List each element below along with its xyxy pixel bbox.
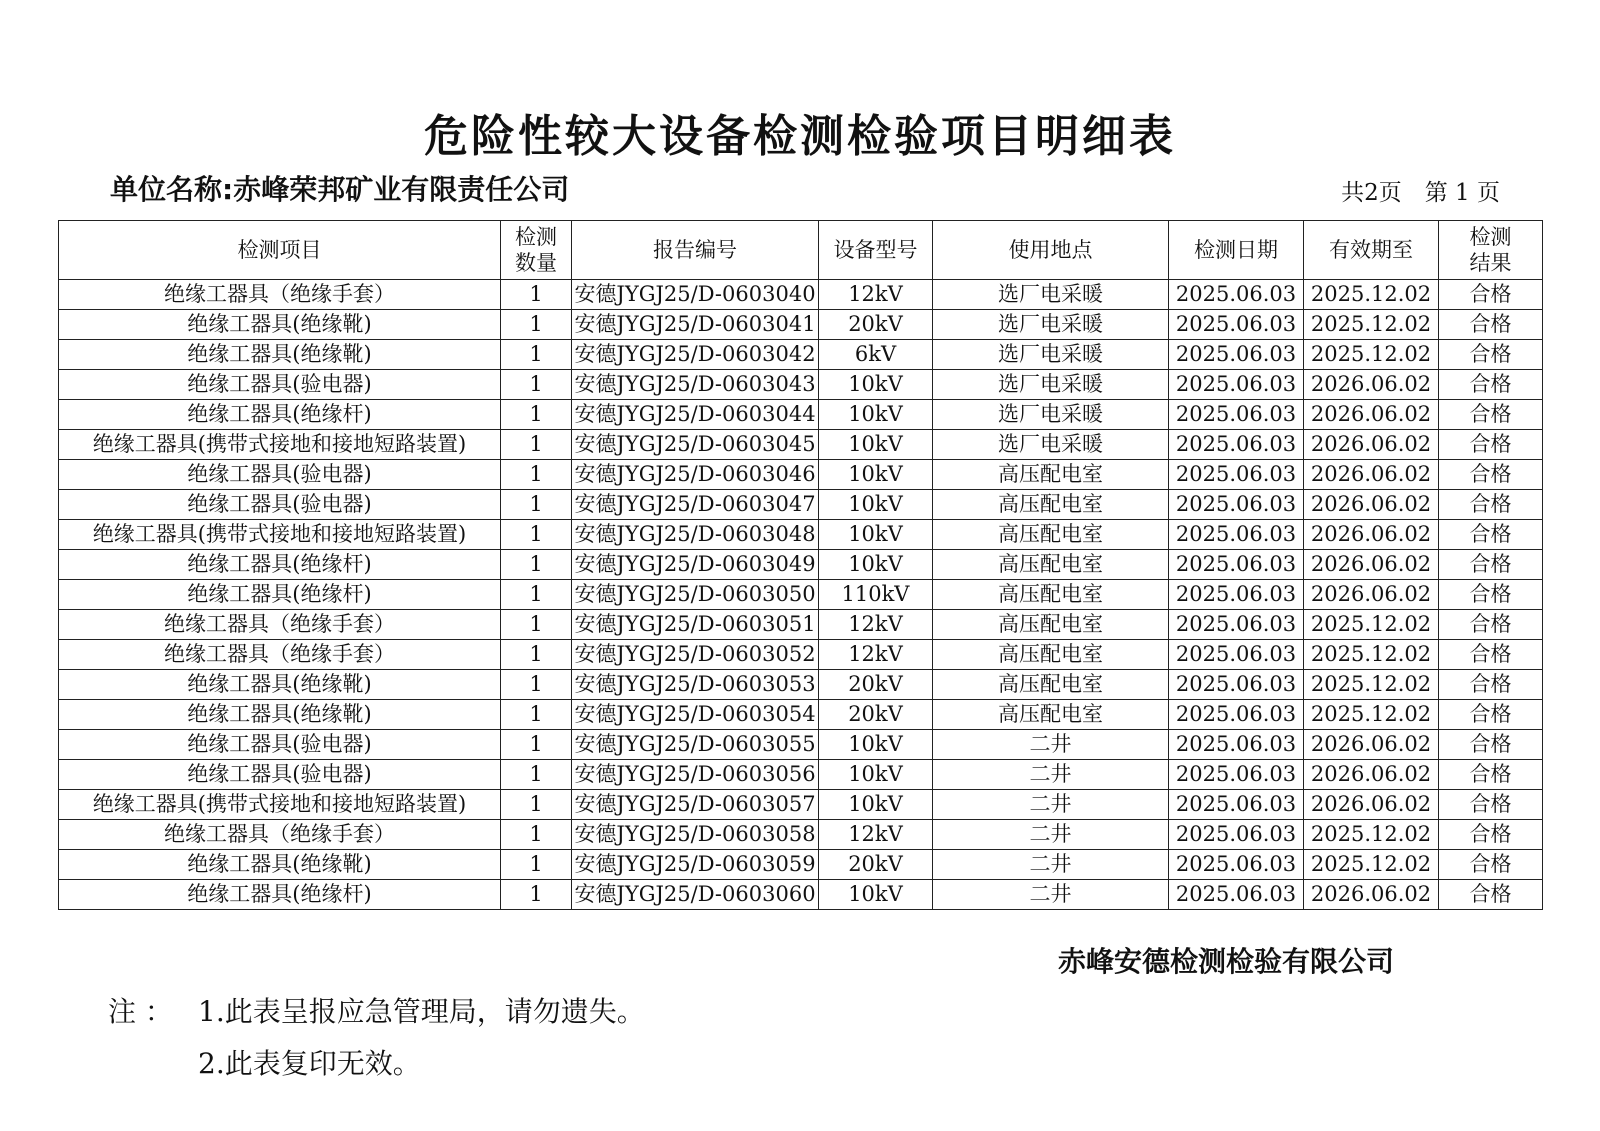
cell-item: 绝缘工器具(验电器) — [59, 490, 501, 520]
cell-valid-until: 2026.06.02 — [1304, 760, 1439, 790]
header-model: 设备型号 — [819, 221, 933, 280]
cell-quantity: 1 — [501, 400, 572, 430]
cell-item: 绝缘工器具(绝缘杆) — [59, 580, 501, 610]
cell-test-date: 2025.06.03 — [1169, 850, 1304, 880]
cell-valid-until: 2025.12.02 — [1304, 850, 1439, 880]
cell-item: 绝缘工器具（绝缘手套） — [59, 820, 501, 850]
cell-report-no: 安德JYGJ25/D-0603060 — [572, 880, 819, 910]
cell-valid-until: 2026.06.02 — [1304, 550, 1439, 580]
table-row — [59, 550, 1543, 580]
cell-test-date: 2025.06.03 — [1169, 820, 1304, 850]
table-row — [59, 670, 1543, 700]
header-report-no: 报告编号 — [572, 221, 819, 280]
cell-quantity: 1 — [501, 880, 572, 910]
cell-item: 绝缘工器具(绝缘靴) — [59, 340, 501, 370]
cell-test-date: 2025.06.03 — [1169, 610, 1304, 640]
cell-result: 合格 — [1439, 760, 1543, 790]
cell-model: 6kV — [819, 340, 933, 370]
cell-model: 10kV — [819, 430, 933, 460]
cell-model: 10kV — [819, 460, 933, 490]
cell-location: 高压配电室 — [933, 490, 1169, 520]
cell-valid-until: 2026.06.02 — [1304, 400, 1439, 430]
cell-quantity: 1 — [501, 640, 572, 670]
cell-valid-until: 2025.12.02 — [1304, 820, 1439, 850]
table-row — [59, 700, 1543, 730]
cell-valid-until: 2026.06.02 — [1304, 790, 1439, 820]
cell-result: 合格 — [1439, 820, 1543, 850]
cell-location: 二井 — [933, 850, 1169, 880]
cell-report-no: 安德JYGJ25/D-0603043 — [572, 370, 819, 400]
cell-model: 20kV — [819, 700, 933, 730]
cell-test-date: 2025.06.03 — [1169, 760, 1304, 790]
cell-location: 选厂电采暖 — [933, 280, 1169, 310]
cell-location: 二井 — [933, 730, 1169, 760]
cell-item: 绝缘工器具(绝缘杆) — [59, 550, 501, 580]
cell-result: 合格 — [1439, 670, 1543, 700]
cell-location: 高压配电室 — [933, 640, 1169, 670]
cell-result: 合格 — [1439, 340, 1543, 370]
table-row — [59, 400, 1543, 430]
cell-result: 合格 — [1439, 700, 1543, 730]
cell-location: 选厂电采暖 — [933, 370, 1169, 400]
cell-quantity: 1 — [501, 820, 572, 850]
cell-report-no: 安德JYGJ25/D-0603045 — [572, 430, 819, 460]
cell-test-date: 2025.06.03 — [1169, 730, 1304, 760]
cell-valid-until: 2025.12.02 — [1304, 670, 1439, 700]
cell-location: 选厂电采暖 — [933, 340, 1169, 370]
cell-model: 10kV — [819, 490, 933, 520]
cell-model: 20kV — [819, 310, 933, 340]
cell-test-date: 2025.06.03 — [1169, 280, 1304, 310]
cell-valid-until: 2025.12.02 — [1304, 310, 1439, 340]
cell-test-date: 2025.06.03 — [1169, 580, 1304, 610]
cell-test-date: 2025.06.03 — [1169, 700, 1304, 730]
cell-test-date: 2025.06.03 — [1169, 460, 1304, 490]
cell-item: 绝缘工器具(验电器) — [59, 460, 501, 490]
cell-report-no: 安德JYGJ25/D-0603049 — [572, 550, 819, 580]
cell-test-date: 2025.06.03 — [1169, 550, 1304, 580]
note-label: 注 ： — [108, 995, 173, 1028]
cell-location: 高压配电室 — [933, 520, 1169, 550]
cell-report-no: 安德JYGJ25/D-0603041 — [572, 310, 819, 340]
cell-report-no: 安德JYGJ25/D-0603053 — [572, 670, 819, 700]
cell-item: 绝缘工器具(验电器) — [59, 370, 501, 400]
cell-model: 10kV — [819, 550, 933, 580]
cell-test-date: 2025.06.03 — [1169, 640, 1304, 670]
cell-valid-until: 2026.06.02 — [1304, 460, 1439, 490]
cell-item: 绝缘工器具(绝缘靴) — [59, 850, 501, 880]
cell-result: 合格 — [1439, 550, 1543, 580]
cell-model: 20kV — [819, 670, 933, 700]
cell-model: 10kV — [819, 370, 933, 400]
cell-result: 合格 — [1439, 730, 1543, 760]
cell-quantity: 1 — [501, 580, 572, 610]
cell-quantity: 1 — [501, 310, 572, 340]
cell-model: 12kV — [819, 610, 933, 640]
table-row — [59, 880, 1543, 910]
cell-model: 10kV — [819, 790, 933, 820]
cell-result: 合格 — [1439, 850, 1543, 880]
cell-quantity: 1 — [501, 340, 572, 370]
cell-location: 高压配电室 — [933, 700, 1169, 730]
cell-item: 绝缘工器具(绝缘杆) — [59, 400, 501, 430]
header-item: 检测项目 — [59, 221, 501, 280]
cell-test-date: 2025.06.03 — [1169, 370, 1304, 400]
cell-test-date: 2025.06.03 — [1169, 670, 1304, 700]
cell-valid-until: 2025.12.02 — [1304, 280, 1439, 310]
note-1: 1.此表呈报应急管理局，请勿遗失。 — [198, 995, 645, 1028]
cell-result: 合格 — [1439, 430, 1543, 460]
cell-result: 合格 — [1439, 880, 1543, 910]
unit-name: 单位名称:赤峰荣邦矿业有限责任公司 — [110, 173, 570, 206]
cell-report-no: 安德JYGJ25/D-0603055 — [572, 730, 819, 760]
cell-result: 合格 — [1439, 280, 1543, 310]
cell-test-date: 2025.06.03 — [1169, 430, 1304, 460]
cell-report-no: 安德JYGJ25/D-0603056 — [572, 760, 819, 790]
table-row — [59, 490, 1543, 520]
cell-item: 绝缘工器具(携带式接地和接地短路装置) — [59, 790, 501, 820]
cell-quantity: 1 — [501, 760, 572, 790]
cell-valid-until: 2026.06.02 — [1304, 880, 1439, 910]
cell-test-date: 2025.06.03 — [1169, 520, 1304, 550]
cell-quantity: 1 — [501, 490, 572, 520]
cell-location: 二井 — [933, 760, 1169, 790]
cell-item: 绝缘工器具(验电器) — [59, 730, 501, 760]
cell-report-no: 安德JYGJ25/D-0603050 — [572, 580, 819, 610]
table-row — [59, 760, 1543, 790]
cell-quantity: 1 — [501, 790, 572, 820]
cell-valid-until: 2025.12.02 — [1304, 610, 1439, 640]
cell-quantity: 1 — [501, 370, 572, 400]
table-row — [59, 790, 1543, 820]
header-result: 检测 结果 — [1439, 221, 1543, 280]
cell-item: 绝缘工器具(绝缘杆) — [59, 880, 501, 910]
cell-result: 合格 — [1439, 460, 1543, 490]
page-title: 危险性较大设备检测检验项目明细表 — [424, 111, 1176, 162]
table-row — [59, 820, 1543, 850]
cell-report-no: 安德JYGJ25/D-0603047 — [572, 490, 819, 520]
table-row — [59, 460, 1543, 490]
header-test-date: 检测日期 — [1169, 221, 1304, 280]
cell-location: 二井 — [933, 880, 1169, 910]
cell-model: 10kV — [819, 730, 933, 760]
table-row — [59, 850, 1543, 880]
header-quantity: 检测 数量 — [501, 221, 572, 280]
cell-report-no: 安德JYGJ25/D-0603040 — [572, 280, 819, 310]
cell-quantity: 1 — [501, 730, 572, 760]
cell-report-no: 安德JYGJ25/D-0603052 — [572, 640, 819, 670]
cell-location: 高压配电室 — [933, 670, 1169, 700]
cell-location: 高压配电室 — [933, 460, 1169, 490]
table-row — [59, 520, 1543, 550]
cell-test-date: 2025.06.03 — [1169, 310, 1304, 340]
cell-result: 合格 — [1439, 520, 1543, 550]
cell-quantity: 1 — [501, 460, 572, 490]
cell-result: 合格 — [1439, 790, 1543, 820]
cell-item: 绝缘工器具（绝缘手套） — [59, 640, 501, 670]
cell-model: 12kV — [819, 280, 933, 310]
cell-location: 选厂电采暖 — [933, 400, 1169, 430]
cell-test-date: 2025.06.03 — [1169, 400, 1304, 430]
company-name: 赤峰安德检测检验有限公司 — [1058, 945, 1395, 978]
cell-result: 合格 — [1439, 640, 1543, 670]
cell-report-no: 安德JYGJ25/D-0603058 — [572, 820, 819, 850]
cell-location: 二井 — [933, 790, 1169, 820]
cell-quantity: 1 — [501, 610, 572, 640]
cell-report-no: 安德JYGJ25/D-0603042 — [572, 340, 819, 370]
cell-result: 合格 — [1439, 400, 1543, 430]
cell-result: 合格 — [1439, 370, 1543, 400]
cell-quantity: 1 — [501, 520, 572, 550]
cell-quantity: 1 — [501, 670, 572, 700]
cell-valid-until: 2026.06.02 — [1304, 520, 1439, 550]
cell-model: 12kV — [819, 820, 933, 850]
cell-item: 绝缘工器具（绝缘手套） — [59, 280, 501, 310]
cell-item: 绝缘工器具(携带式接地和接地短路装置) — [59, 430, 501, 460]
cell-report-no: 安德JYGJ25/D-0603044 — [572, 400, 819, 430]
cell-quantity: 1 — [501, 700, 572, 730]
cell-valid-until: 2025.12.02 — [1304, 340, 1439, 370]
cell-model: 10kV — [819, 880, 933, 910]
table-row — [59, 640, 1543, 670]
cell-location: 高压配电室 — [933, 580, 1169, 610]
cell-model: 10kV — [819, 520, 933, 550]
cell-result: 合格 — [1439, 310, 1543, 340]
page-info: 共2页 第 1 页 — [1341, 180, 1500, 206]
cell-model: 10kV — [819, 400, 933, 430]
cell-model: 20kV — [819, 850, 933, 880]
cell-valid-until: 2026.06.02 — [1304, 370, 1439, 400]
cell-valid-until: 2025.12.02 — [1304, 700, 1439, 730]
table-row — [59, 430, 1543, 460]
cell-valid-until: 2026.06.02 — [1304, 490, 1439, 520]
cell-report-no: 安德JYGJ25/D-0603057 — [572, 790, 819, 820]
header-valid-until: 有效期至 — [1304, 221, 1439, 280]
cell-report-no: 安德JYGJ25/D-0603046 — [572, 460, 819, 490]
cell-result: 合格 — [1439, 610, 1543, 640]
cell-test-date: 2025.06.03 — [1169, 790, 1304, 820]
cell-test-date: 2025.06.03 — [1169, 490, 1304, 520]
cell-item: 绝缘工器具（绝缘手套） — [59, 610, 501, 640]
cell-location: 选厂电采暖 — [933, 310, 1169, 340]
cell-result: 合格 — [1439, 580, 1543, 610]
cell-valid-until: 2025.12.02 — [1304, 640, 1439, 670]
cell-report-no: 安德JYGJ25/D-0603059 — [572, 850, 819, 880]
cell-location: 选厂电采暖 — [933, 430, 1169, 460]
note-2: 2.此表复印无效。 — [198, 1047, 421, 1080]
cell-item: 绝缘工器具(绝缘靴) — [59, 700, 501, 730]
cell-model: 12kV — [819, 640, 933, 670]
cell-quantity: 1 — [501, 430, 572, 460]
cell-valid-until: 2026.06.02 — [1304, 730, 1439, 760]
cell-test-date: 2025.06.03 — [1169, 880, 1304, 910]
cell-result: 合格 — [1439, 490, 1543, 520]
cell-test-date: 2025.06.03 — [1169, 340, 1304, 370]
cell-model: 10kV — [819, 760, 933, 790]
cell-location: 高压配电室 — [933, 550, 1169, 580]
cell-model: 110kV — [819, 580, 933, 610]
header-location: 使用地点 — [933, 221, 1169, 280]
table-row — [59, 310, 1543, 340]
cell-item: 绝缘工器具(携带式接地和接地短路装置) — [59, 520, 501, 550]
table-row — [59, 580, 1543, 610]
cell-location: 二井 — [933, 820, 1169, 850]
table-row — [59, 610, 1543, 640]
cell-item: 绝缘工器具(验电器) — [59, 760, 501, 790]
table-row — [59, 730, 1543, 760]
table-row — [59, 340, 1543, 370]
table-row — [59, 280, 1543, 310]
cell-quantity: 1 — [501, 280, 572, 310]
cell-location: 高压配电室 — [933, 610, 1169, 640]
cell-report-no: 安德JYGJ25/D-0603048 — [572, 520, 819, 550]
cell-valid-until: 2026.06.02 — [1304, 430, 1439, 460]
cell-item: 绝缘工器具(绝缘靴) — [59, 670, 501, 700]
table-header-row — [59, 221, 1543, 280]
cell-report-no: 安德JYGJ25/D-0603054 — [572, 700, 819, 730]
cell-item: 绝缘工器具(绝缘靴) — [59, 310, 501, 340]
cell-valid-until: 2026.06.02 — [1304, 580, 1439, 610]
cell-quantity: 1 — [501, 550, 572, 580]
table-row — [59, 370, 1543, 400]
cell-report-no: 安德JYGJ25/D-0603051 — [572, 610, 819, 640]
inspection-table — [58, 220, 1543, 910]
cell-quantity: 1 — [501, 850, 572, 880]
